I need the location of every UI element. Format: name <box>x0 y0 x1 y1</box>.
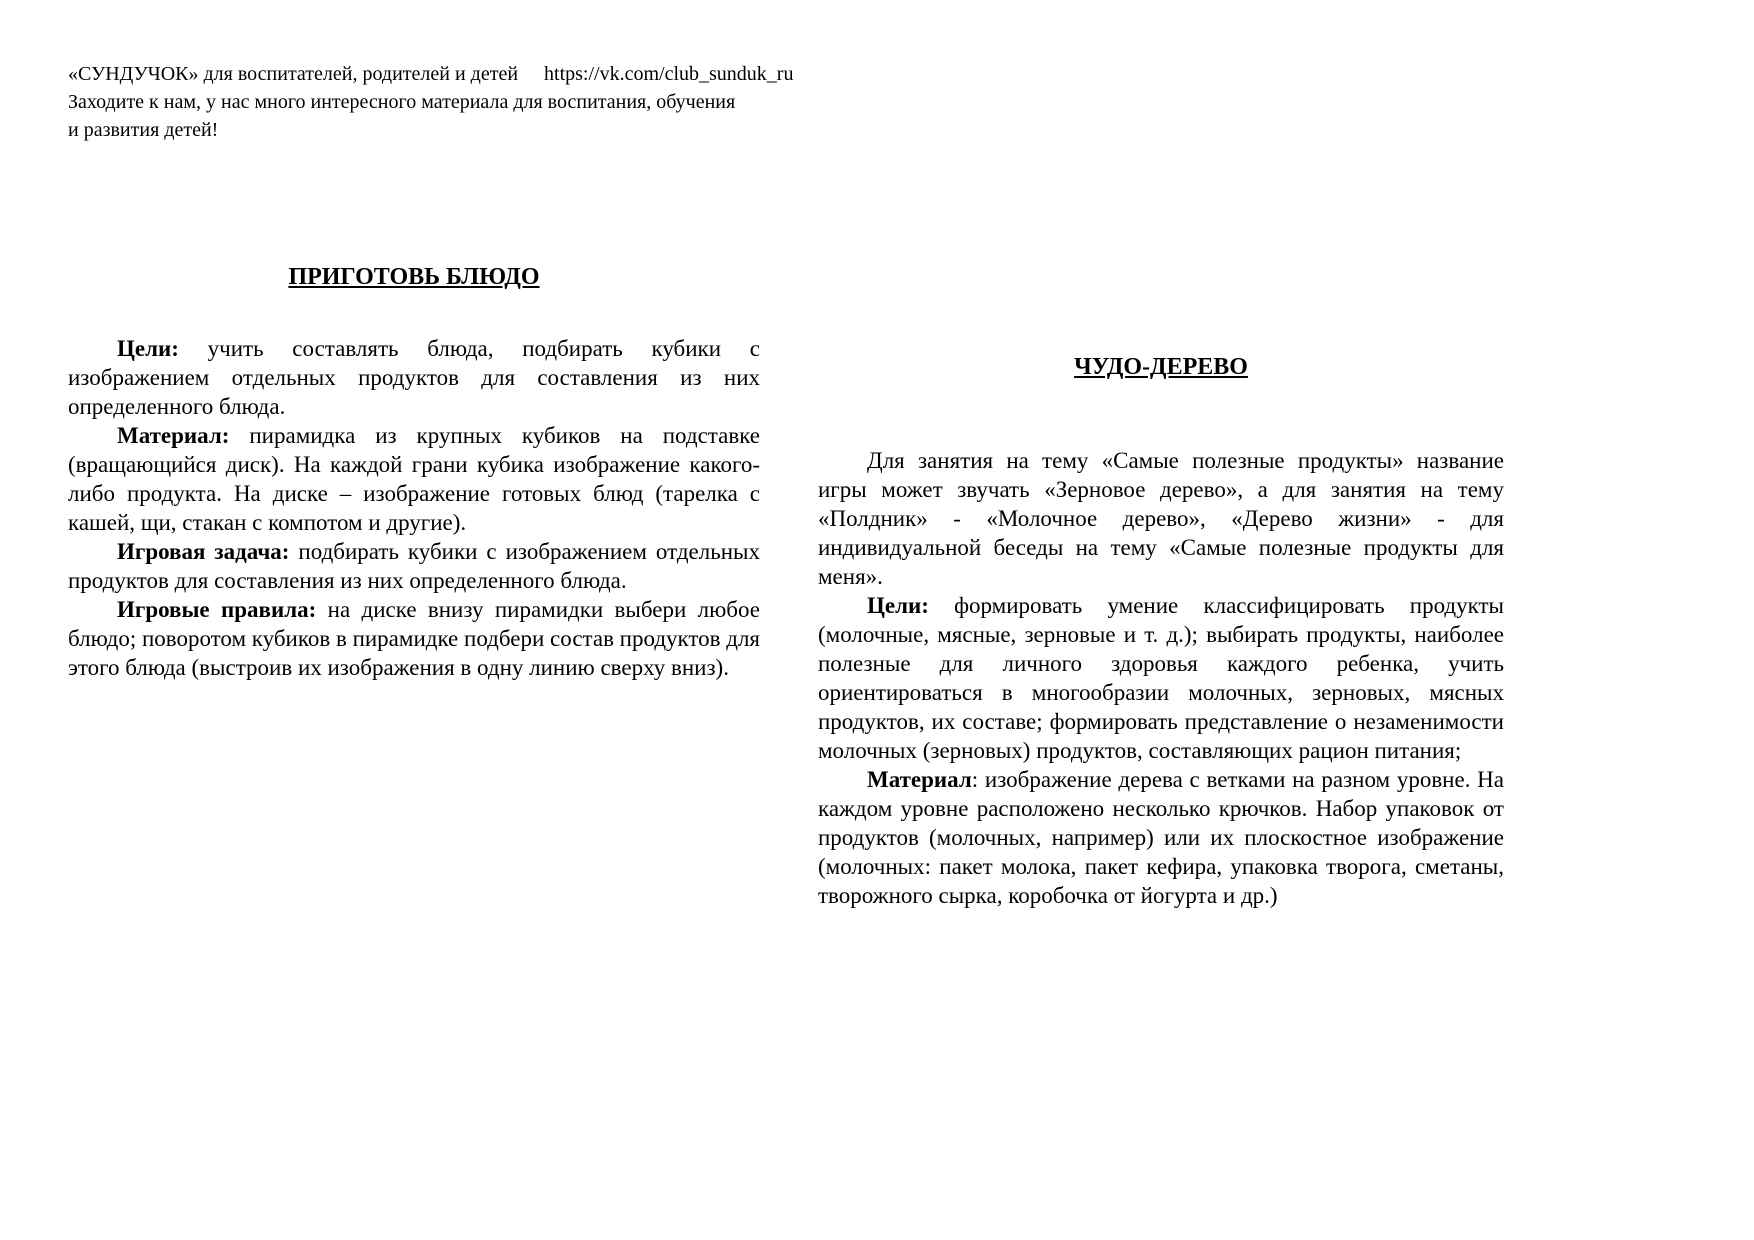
right-paragraph-goals <box>818 591 1504 765</box>
left-paragraph-material <box>68 421 760 537</box>
paragraph-text: учить составлять блюда, подбирать кубики с изображением отдельных продуктов для составления из них определенного блюда. <box>68 336 760 419</box>
left-section-title <box>68 262 760 292</box>
paragraph-text: : изображение дерева с ветками на разном уровне. На каждом уровне расположено несколько крючков. Набор упаковок от продуктов (молочных, например) или их плоскостное изображение (молочных: пакет молока, пакет кефира, упаковка творога, сметаны, творожного сырка, коробочка от йогурта и др.) <box>818 767 1504 908</box>
header-line-3: и развития детей! <box>68 119 219 141</box>
left-paragraph-goals <box>68 334 760 421</box>
paragraph-lead: Игровая задача: <box>117 539 290 564</box>
left-section-title-text: ПРИГОТОВЬ БЛЮДО <box>288 264 540 290</box>
right-paragraph-intro <box>818 446 1504 591</box>
paragraph-text: формировать умение классифицировать продукты (молочные, мясные, зерновые и т. д.); выбирать продукты, наиболее полезные для личного здоровья каждого ребенка, учить ориентироваться в многообразии молочных, зерновых, мясных продуктов, их составе; формировать представление о незаменимости молочных (зерновых) продуктов, составляющих рацион питания; <box>818 593 1504 763</box>
left-column <box>68 262 760 682</box>
paragraph-text: подбирать кубики с изображением отдельных продуктов для составления из них определенного блюда. <box>68 539 760 593</box>
paragraph-lead: Игровые правила: <box>117 597 317 622</box>
right-column <box>818 352 1504 910</box>
paragraph-text: Для занятия на тему «Самые полезные продукты» название игры может звучать «Зерновое дерево», а для занятия на тему «Полдник» - «Молочное дерево», «Дерево жизни» - для индивидуальной беседы на тему «Самые полезные продукты для меня». <box>818 448 1504 589</box>
header-club-label: «СУНДУЧОК» для воспитателей, родителей и детей <box>68 63 519 85</box>
header-url: https://vk.com/club_sunduk_ru <box>544 63 794 85</box>
header-line-1 <box>68 60 928 88</box>
document-header <box>68 60 928 144</box>
right-paragraph-material <box>818 765 1504 910</box>
paragraph-lead: Материал <box>867 767 972 792</box>
right-section-title <box>818 352 1504 382</box>
paragraph-lead: Цели: <box>117 336 179 361</box>
left-paragraph-game-task <box>68 537 760 595</box>
paragraph-text: пирамидка из крупных кубиков на подставке (вращающийся диск). На каждой грани кубика изображение какого-либо продукта. На диске – изображение готовых блюд (тарелка с кашей, щи, стакан с компотом и другие). <box>68 423 760 535</box>
paragraph-lead: Цели: <box>867 593 929 618</box>
paragraph-text: на диске внизу пирамидки выбери любое блюдо; поворотом кубиков в пирамидке подбери состав продуктов для этого блюда (выстроив их изображения в одну линию сверху вниз). <box>68 597 761 680</box>
header-line-2: Заходите к нам, у нас много интересного материала для воспитания, обучения <box>68 91 736 113</box>
right-section-title-text: ЧУДО-ДЕРЕВО <box>1074 354 1248 380</box>
paragraph-lead: Материал: <box>117 423 230 448</box>
left-paragraph-game-rules <box>68 595 760 682</box>
